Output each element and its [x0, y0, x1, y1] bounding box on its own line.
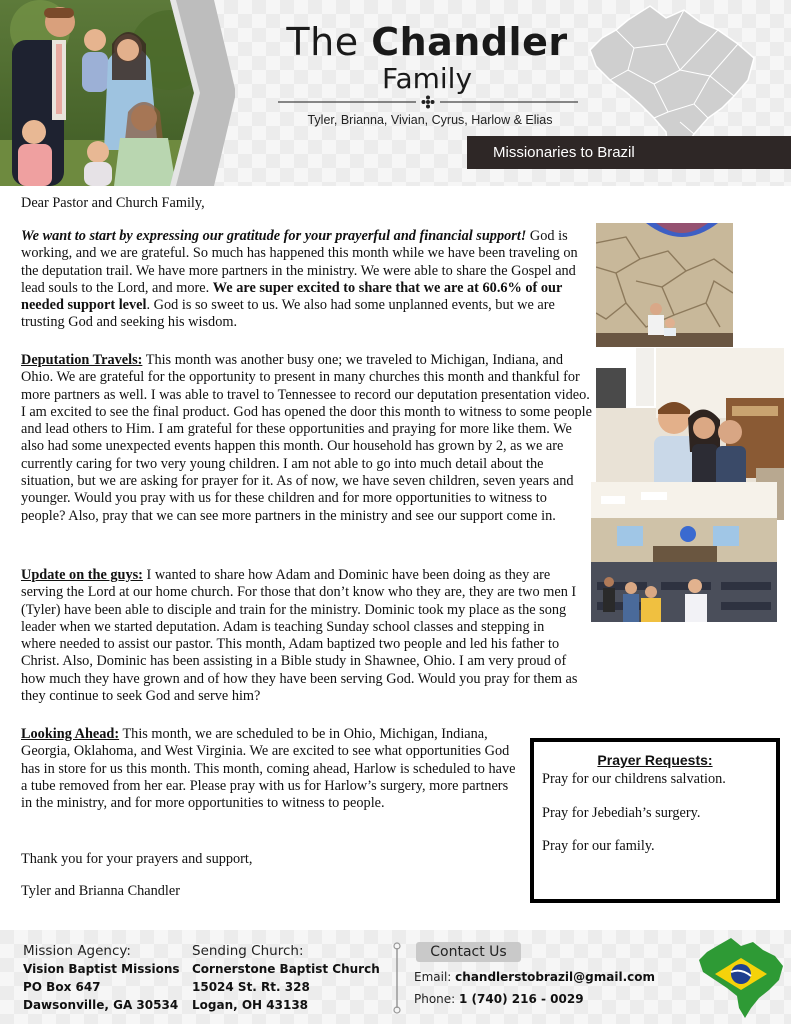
family-photo	[0, 0, 235, 186]
signature: Tyler and Brianna Chandler	[21, 883, 180, 899]
church-label: Sending Church:	[192, 943, 304, 959]
church-line: 15024 St. Rt. 328	[192, 980, 310, 994]
intro-paragraph	[21, 228, 593, 332]
greeting: Dear Pastor and Church Family,	[21, 195, 205, 211]
deputation-text: This month was another busy one; we traveled to Michigan, Indiana, and Ohio. We are grateful for the opportunity to present in many churches this month and thankful for more partners as well. I was able to travel to Tennessee to record our deputation presentation video. I am excited to see the final product. God has opened the door this month to witness to some people and lead others to Him. I am grateful for these opportunities and praying for more like them. We also had some unexpected events happen this month. Our household has grown by 2, as we are currently caring for two very young children. I am not able to go into much detail about the situation, but we are asking for prayer for it. As of now, we have seven children, seven years and younger. Would you pray with us for these children and for more opportunities to witness to people? Also, pray that we can see more partners in the ministry and see our support come in.	[21, 352, 592, 524]
brazil-flag-map-icon	[697, 936, 785, 1020]
letter-header	[0, 0, 791, 186]
email-label: Email:	[414, 970, 456, 984]
intro-text-1: God is working, and we are grateful. So much has happened this month while we have been traveling on the deputation trail. We have more partners in the ministry. We were able to share the Gospel and lead souls to the Lord, and more.	[21, 228, 578, 296]
missionaries-banner: Missionaries to Brazil	[467, 136, 791, 169]
deputation-heading: Deputation Travels:	[21, 352, 143, 368]
agency-line: PO Box 647	[23, 980, 101, 994]
ahead-heading: Looking Ahead:	[21, 726, 120, 742]
prayer-item: Pray for Jebediah’s surgery.	[542, 805, 701, 821]
agency-line: Vision Baptist Missions	[23, 962, 180, 976]
photo-baptism	[596, 223, 733, 347]
family-names: Tyler, Brianna, Vivian, Cyrus, Harlow & Elias	[307, 113, 553, 127]
guys-heading: Update on the guys:	[21, 567, 143, 583]
footer-divider-icon	[393, 942, 401, 1014]
guys-paragraph	[21, 567, 581, 705]
prayer-item: Pray for our family.	[542, 838, 655, 854]
guys-text: I wanted to share how Adam and Dominic have been doing as they are serving the Lord at our home church. For those that don’t know who they are, they are two men I (Tyler) have been able to disciple and train for the ministry. Dominic took my place as the song leader when we started deputation. Adam is teaching Sunday school classes and stepping in where needed to assist our pastor. This month, Adam baptized two people and led his father to Christ. Also, Dominic has been assisting in a Bible study in Shawnee, Ohio. I am very proud of how much they have grown and of how they have been serving God. Would you pray for them as they continue to seek God and serve him?	[21, 567, 578, 705]
prayer-requests-box	[530, 738, 780, 903]
title-prefix: The	[286, 20, 359, 64]
email-address[interactable]: chandlerstobrazil@gmail.com	[455, 970, 655, 984]
ahead-paragraph	[21, 726, 516, 812]
photo-church-service	[591, 482, 777, 622]
ornament-divider-icon	[278, 95, 578, 109]
prayer-item: Pray for our childrens salvation.	[542, 771, 726, 787]
title-name: Chandler	[371, 20, 568, 64]
phone-label: Phone:	[414, 992, 460, 1006]
intro-text-2: . God is so sweet to us. We also had some unplanned events, but we are trusting God and seeking his wisdom.	[21, 297, 555, 331]
agency-label: Mission Agency:	[23, 943, 131, 959]
sending-church	[192, 942, 380, 1014]
church-line: Logan, OH 43138	[192, 998, 309, 1012]
agency-line: Dawsonville, GA 30534	[23, 998, 179, 1012]
contact-phone	[414, 992, 584, 1006]
church-line: Cornerstone Baptist Church	[192, 962, 380, 976]
ahead-text: This month, we are scheduled to be in Ohio, Michigan, Indiana, Georgia, Oklahoma, and West Virginia. We are excited to see what opportunities God has in store for us this month. This month, coming ahead, Harlow is scheduled to have a tube removed from her ear. Please pray with us for Harlow’s surgery, more partners in the ministry, and for more opportunities to witness to people.	[21, 726, 516, 812]
family-title	[272, 20, 582, 94]
contact-email	[414, 970, 655, 984]
deputation-paragraph	[21, 352, 593, 525]
title-family: Family	[381, 62, 473, 95]
closing: Thank you for your prayers and support,	[21, 851, 253, 867]
contact-us-label: Contact Us	[416, 942, 521, 962]
phone-number[interactable]: 1 (740) 216 - 0029	[459, 992, 584, 1006]
support-level: We are super excited to share that we are at 60.6% of our needed support level	[21, 279, 563, 314]
prayer-requests-title: Prayer Requests:	[597, 752, 713, 768]
mission-agency	[23, 942, 180, 1014]
intro-gratitude: We want to start by expressing our gratitude for your prayerful and financial support!	[21, 228, 527, 244]
letter-footer	[0, 930, 791, 1024]
